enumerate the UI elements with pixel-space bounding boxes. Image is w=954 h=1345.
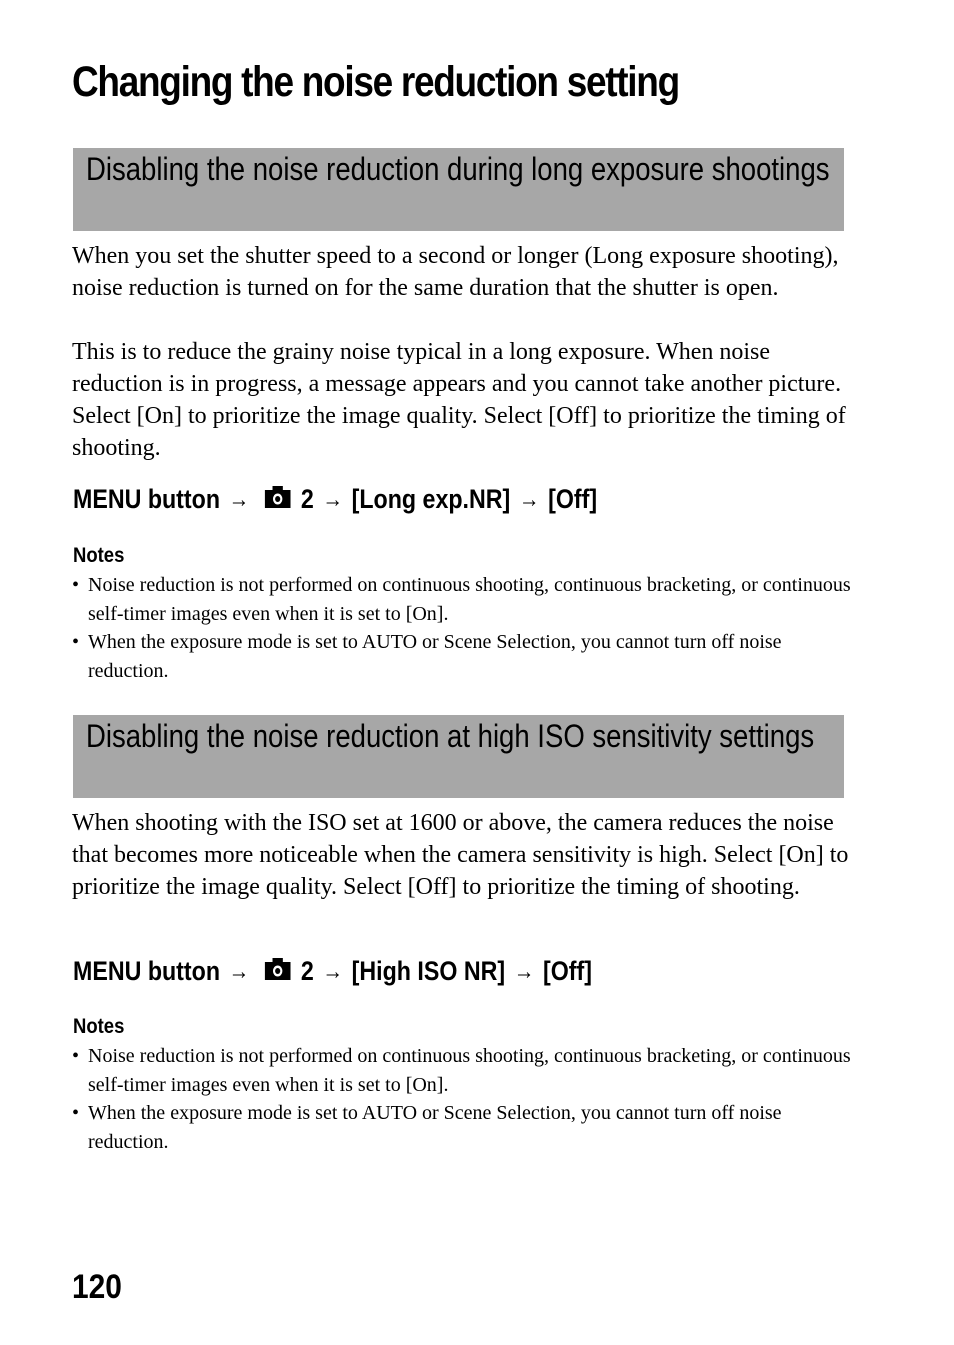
arrow-icon: → [518, 485, 540, 513]
menu-path-high-iso [73, 956, 592, 987]
section-heading-text: Disabling the noise reduction during long exposure shootings [86, 151, 830, 187]
arrow-icon: → [322, 957, 344, 985]
section-heading-long-exposure [73, 148, 844, 231]
notes-heading: Notes [73, 544, 125, 567]
menu-value-label: [Off] [542, 956, 592, 986]
paragraph: This is to reduce the grainy noise typical in a long exposure. When noise reduction is in progress, a message appears and you cannot take another picture. Select [On] to prioritize the image quality. Select [Off] to prioritize the timing of shooting. [72, 339, 846, 461]
arrow-icon: → [322, 485, 344, 513]
page-title: Changing the noise reduction setting [72, 58, 679, 106]
tab-number: 2 [300, 484, 314, 514]
notes-list [72, 571, 852, 685]
menu-button-label: MENU button [73, 956, 221, 986]
menu-item-label: [High ISO NR] [351, 956, 506, 986]
notes-heading: Notes [73, 1015, 125, 1038]
notes-list [72, 1042, 852, 1156]
section-heading-high-iso [73, 715, 844, 798]
arrow-icon: → [228, 957, 250, 985]
page-number: 120 [72, 1268, 122, 1306]
arrow-icon: → [513, 957, 535, 985]
paragraph: When shooting with the ISO set at 1600 or above, the camera reduces the noise that becomes more noticeable when the camera sensitivity is high. Select [On] to prioritize the image quality. Select [Off] to prioritize the timing of shooting. [72, 810, 849, 900]
camera-icon [265, 956, 291, 987]
list-item: • Noise reduction is not performed on continuous shooting, continuous bracketing, or continuous self-timer images even when it is set to [On]. [72, 1042, 852, 1099]
menu-button-label: MENU button [73, 484, 221, 514]
arrow-icon: → [228, 485, 250, 513]
menu-value-label: [Off] [548, 484, 598, 514]
paragraph: When you set the shutter speed to a second or longer (Long exposure shooting), noise reduction is turned on for the same duration that the shutter is open. [72, 243, 839, 301]
section-heading-text: Disabling the noise reduction at high ISO sensitivity settings [86, 718, 815, 754]
menu-path-long-exposure [73, 484, 597, 515]
camera-icon [265, 484, 291, 515]
tab-number: 2 [300, 956, 314, 986]
list-item: • When the exposure mode is set to AUTO or Scene Selection, you cannot turn off noise reduction. [72, 628, 852, 685]
list-item: • When the exposure mode is set to AUTO or Scene Selection, you cannot turn off noise reduction. [72, 1099, 852, 1156]
menu-item-label: [Long exp.NR] [351, 484, 511, 514]
list-item: • Noise reduction is not performed on continuous shooting, continuous bracketing, or continuous self-timer images even when it is set to [On]. [72, 571, 852, 628]
